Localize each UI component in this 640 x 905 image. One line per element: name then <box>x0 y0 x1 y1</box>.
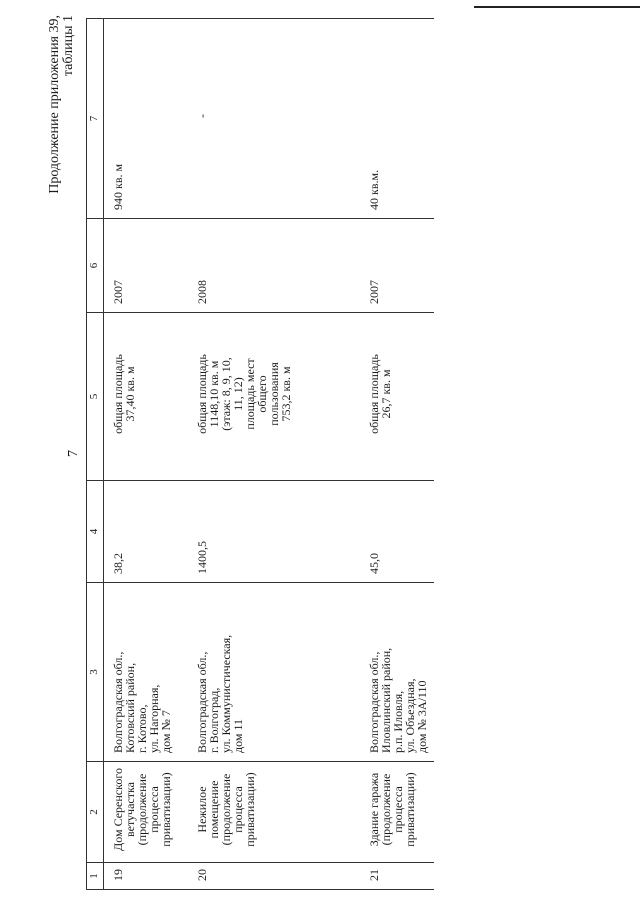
object-year: 2008 <box>188 219 360 313</box>
object-extra: 940 кв. м <box>104 19 188 219</box>
heading-line-1: Продолжение приложения 39, <box>47 15 62 194</box>
object-description: общая площадь 37,40 кв. м <box>104 313 188 481</box>
object-name: Нежилое помещение (продолжение процесса приватизации) <box>188 762 360 863</box>
row-number: 19 <box>104 863 188 890</box>
object-area: 38,2 <box>104 481 188 583</box>
table-row <box>104 19 188 890</box>
object-address: Волгоградская обл., Котовский район, г. Котово, ул. Нагорная, дом № 7 <box>104 583 188 762</box>
object-description: общая площадь 26,7 кв. м <box>360 313 434 481</box>
col-num-6: 6 <box>87 219 104 313</box>
col-num-2: 2 <box>87 762 104 863</box>
col-num-1: 1 <box>87 863 104 890</box>
object-area: 1400,5 <box>188 481 360 583</box>
object-year: 2007 <box>360 219 434 313</box>
heading-line-2: таблицы 1 <box>61 15 76 77</box>
row-number: 21 <box>360 863 434 890</box>
continuation-heading <box>48 15 76 285</box>
page-number: 7 <box>66 450 81 457</box>
col-num-7: 7 <box>87 19 104 219</box>
object-year: 2007 <box>104 219 188 313</box>
object-extra: 40 кв.м. <box>360 19 434 219</box>
table-row <box>360 19 434 890</box>
col-num-4: 4 <box>87 481 104 583</box>
col-num-5: 5 <box>87 313 104 481</box>
object-name: Дом Серенского ветучастка (продолжение процесса приватизации) <box>104 762 188 863</box>
property-table <box>86 18 434 890</box>
object-area: 45,0 <box>360 481 434 583</box>
table-row <box>188 19 360 890</box>
col-num-3: 3 <box>87 583 104 762</box>
row-number: 20 <box>188 863 360 890</box>
object-address: Волгоградская обл., Иловлинский район, р.п. Иловля, ул. Объездная, дом № 3А/110 <box>360 583 434 762</box>
object-extra: - <box>188 19 360 219</box>
object-description: общая площадь 1148,10 кв. м (этаж: 8, 9, 10, 11, 12) площадь мест общего пользования 753,2 кв. м <box>188 313 360 481</box>
object-address: Волгоградская обл., г. Волгоград, ул. Коммунистическая, дом 11 <box>188 583 360 762</box>
column-number-row <box>87 19 104 890</box>
object-name: Здание гаража (продолжение процесса приватизации) <box>360 762 434 863</box>
